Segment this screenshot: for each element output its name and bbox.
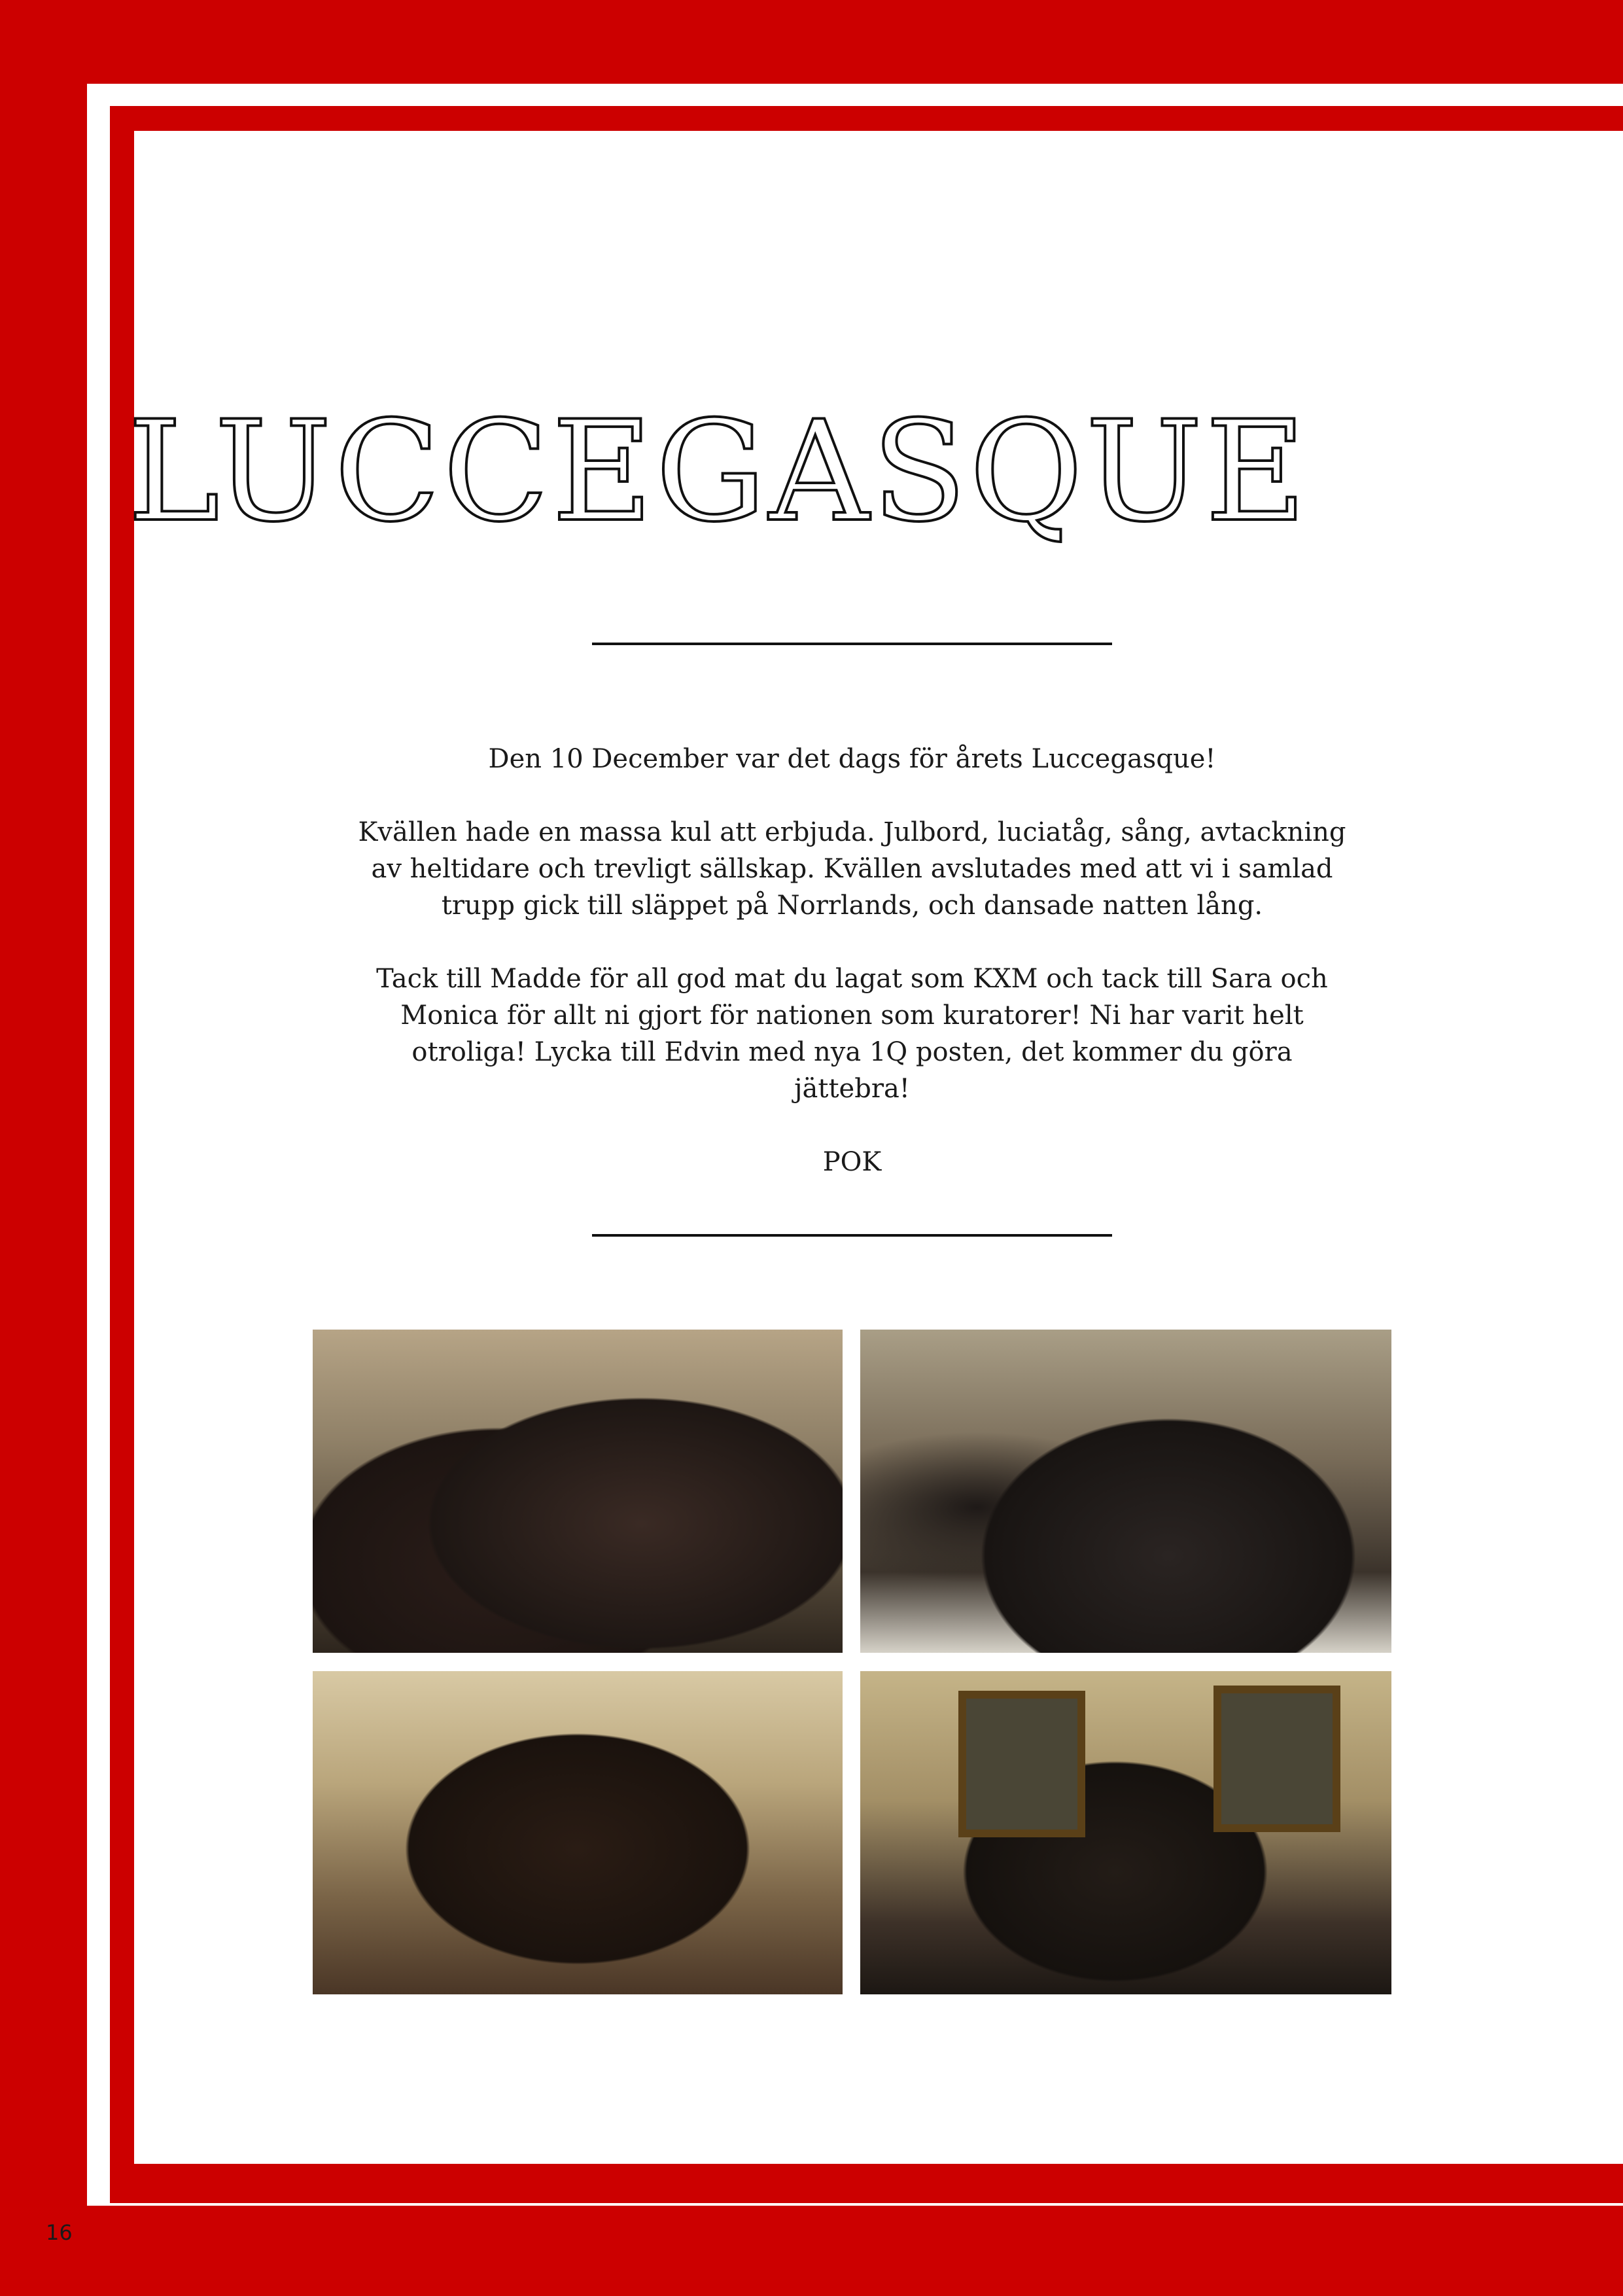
- evening-paragraph: Kvällen hade en massa kul att erbjuda. Julbord, luciatåg, sång, avtackning av heltidare och trevligt sällskap. Kvällen avslutades med att vi i samlad trupp gick till släppet på Norrlands, och dansade natten lång.: [358, 817, 1346, 921]
- photo-couple-table: [860, 1330, 1391, 1653]
- intro-paragraph: Den 10 December var det dags för årets Luccegasque!: [488, 744, 1216, 774]
- photo-portraits-room: [860, 1671, 1391, 1994]
- photo-group: [313, 1671, 843, 1994]
- portrait-frame-right: [1213, 1686, 1340, 1832]
- thanks-paragraph: Tack till Madde för all god mat du lagat som KXM och tack till Sara och Monica för allt ni gjort för nationen som kuratorer! Ni har varit helt otroliga! Lycka till Edvin med nya 1Q posten, det kommer du göra jättebra!: [376, 964, 1328, 1104]
- top-divider: [592, 643, 1112, 645]
- page-title: LUCCEGASQUE: [128, 391, 1309, 552]
- signature: POK: [822, 1147, 882, 1177]
- bottom-divider: [592, 1234, 1112, 1237]
- photo-couple-window: [313, 1330, 843, 1653]
- page-number: 16: [46, 2220, 73, 2245]
- article-body: [353, 741, 1351, 1217]
- portrait-frame-left: [958, 1691, 1085, 1837]
